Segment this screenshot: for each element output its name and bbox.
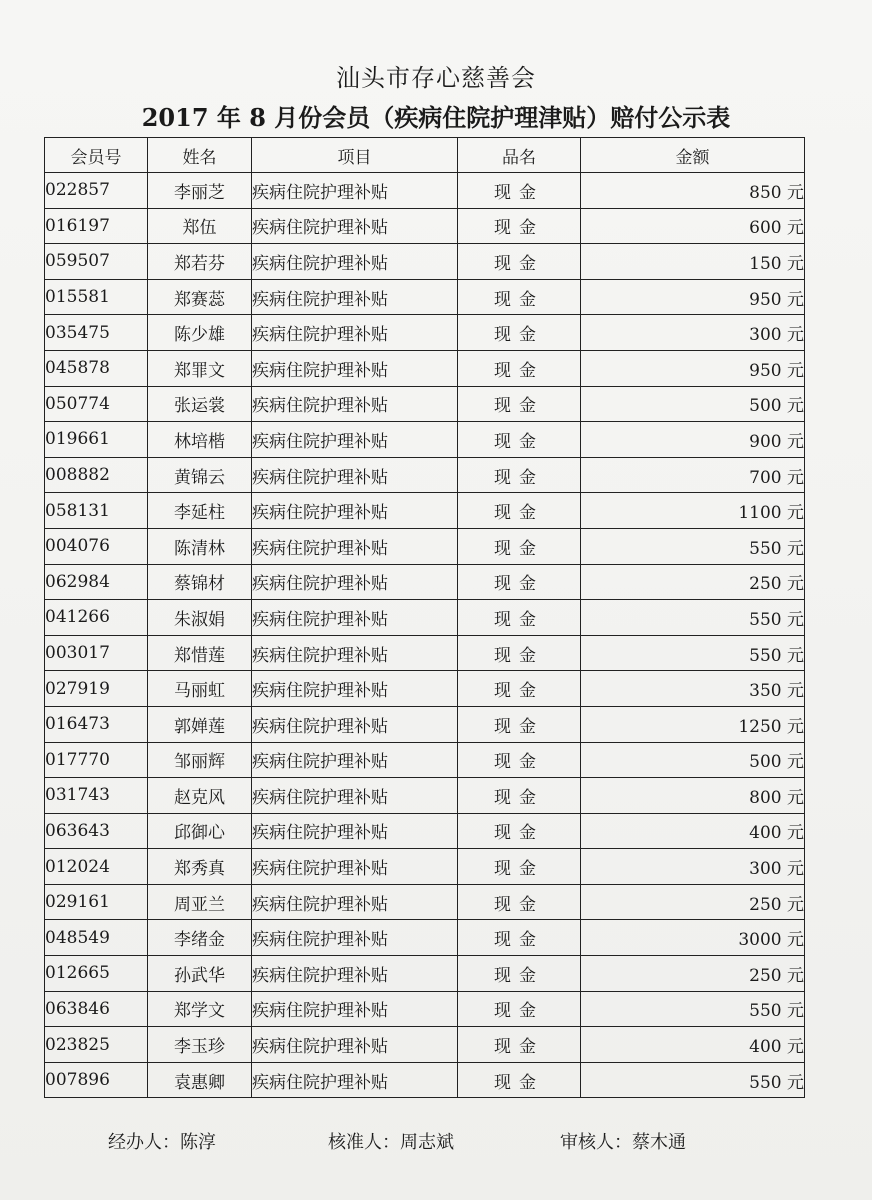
name-cell: 赵克风 bbox=[148, 778, 252, 814]
item-cell: 疾病住院护理补贴 bbox=[252, 1062, 458, 1098]
table-row bbox=[45, 244, 805, 280]
amount-cell: 300 元 bbox=[581, 849, 805, 885]
reviewer-signature: 审核人：蔡木通 bbox=[560, 1132, 686, 1153]
product-cell: 现金 bbox=[458, 422, 581, 458]
amount-cell: 950 元 bbox=[581, 350, 805, 386]
amount-cell: 400 元 bbox=[581, 813, 805, 849]
member-id-cell: 063846 bbox=[45, 991, 148, 1027]
product-cell: 现金 bbox=[458, 208, 581, 244]
item-cell: 疾病住院护理补贴 bbox=[252, 564, 458, 600]
amount-cell: 1250 元 bbox=[581, 706, 805, 742]
table-body bbox=[45, 173, 805, 1098]
name-cell: 郑赛蕊 bbox=[148, 279, 252, 315]
amount-cell: 550 元 bbox=[581, 528, 805, 564]
name-cell: 郑学文 bbox=[148, 991, 252, 1027]
table-row bbox=[45, 813, 805, 849]
table-row bbox=[45, 671, 805, 707]
member-id-cell: 041266 bbox=[45, 600, 148, 636]
product-cell: 现金 bbox=[458, 1027, 581, 1063]
member-id-cell: 016197 bbox=[45, 208, 148, 244]
table-row bbox=[45, 1027, 805, 1063]
table-row bbox=[45, 279, 805, 315]
table-row bbox=[45, 849, 805, 885]
item-cell: 疾病住院护理补贴 bbox=[252, 244, 458, 280]
product-cell: 现金 bbox=[458, 813, 581, 849]
item-cell: 疾病住院护理补贴 bbox=[252, 706, 458, 742]
item-cell: 疾病住院护理补贴 bbox=[252, 457, 458, 493]
member-id-cell: 022857 bbox=[45, 173, 148, 209]
item-cell: 疾病住院护理补贴 bbox=[252, 1027, 458, 1063]
name-cell: 周亚兰 bbox=[148, 884, 252, 920]
amount-cell: 500 元 bbox=[581, 742, 805, 778]
member-id-cell: 029161 bbox=[45, 884, 148, 920]
amount-cell: 950 元 bbox=[581, 279, 805, 315]
product-cell: 现金 bbox=[458, 884, 581, 920]
item-cell: 疾病住院护理补贴 bbox=[252, 600, 458, 636]
approver-signature: 核准人：周志斌 bbox=[328, 1132, 454, 1153]
table-row bbox=[45, 742, 805, 778]
amount-cell: 1100 元 bbox=[581, 493, 805, 529]
payment-table bbox=[44, 137, 805, 1098]
product-cell: 现金 bbox=[458, 706, 581, 742]
product-cell: 现金 bbox=[458, 350, 581, 386]
product-cell: 现金 bbox=[458, 564, 581, 600]
table-row bbox=[45, 457, 805, 493]
item-cell: 疾病住院护理补贴 bbox=[252, 742, 458, 778]
item-cell: 疾病住院护理补贴 bbox=[252, 849, 458, 885]
table-row bbox=[45, 920, 805, 956]
product-cell: 现金 bbox=[458, 920, 581, 956]
member-id-cell: 062984 bbox=[45, 564, 148, 600]
table-row bbox=[45, 315, 805, 351]
table-row bbox=[45, 422, 805, 458]
member-id-cell: 004076 bbox=[45, 528, 148, 564]
name-cell: 陈少雄 bbox=[148, 315, 252, 351]
item-cell: 疾病住院护理补贴 bbox=[252, 778, 458, 814]
item-cell: 疾病住院护理补贴 bbox=[252, 350, 458, 386]
item-cell: 疾病住院护理补贴 bbox=[252, 920, 458, 956]
amount-cell: 550 元 bbox=[581, 991, 805, 1027]
item-cell: 疾病住院护理补贴 bbox=[252, 386, 458, 422]
product-cell: 现金 bbox=[458, 457, 581, 493]
handler-signature: 经办人：陈淳 bbox=[108, 1132, 216, 1153]
member-id-cell: 007896 bbox=[45, 1062, 148, 1098]
column-header-name: 姓名 bbox=[148, 138, 252, 173]
item-cell: 疾病住院护理补贴 bbox=[252, 956, 458, 992]
item-cell: 疾病住院护理补贴 bbox=[252, 528, 458, 564]
name-cell: 黄锦云 bbox=[148, 457, 252, 493]
name-cell: 李玉珍 bbox=[148, 1027, 252, 1063]
name-cell: 林培楷 bbox=[148, 422, 252, 458]
table-row bbox=[45, 600, 805, 636]
product-cell: 现金 bbox=[458, 991, 581, 1027]
column-header-amount: 金额 bbox=[581, 138, 805, 173]
name-cell: 李延柱 bbox=[148, 493, 252, 529]
amount-cell: 350 元 bbox=[581, 671, 805, 707]
table-row bbox=[45, 208, 805, 244]
product-cell: 现金 bbox=[458, 493, 581, 529]
name-cell: 郑罪文 bbox=[148, 350, 252, 386]
member-id-cell: 016473 bbox=[45, 706, 148, 742]
amount-cell: 250 元 bbox=[581, 564, 805, 600]
item-cell: 疾病住院护理补贴 bbox=[252, 315, 458, 351]
member-id-cell: 012024 bbox=[45, 849, 148, 885]
member-id-cell: 003017 bbox=[45, 635, 148, 671]
name-cell: 郑若芬 bbox=[148, 244, 252, 280]
item-cell: 疾病住院护理补贴 bbox=[252, 991, 458, 1027]
member-id-cell: 058131 bbox=[45, 493, 148, 529]
amount-cell: 600 元 bbox=[581, 208, 805, 244]
member-id-cell: 048549 bbox=[45, 920, 148, 956]
member-id-cell: 031743 bbox=[45, 778, 148, 814]
item-cell: 疾病住院护理补贴 bbox=[252, 279, 458, 315]
product-cell: 现金 bbox=[458, 528, 581, 564]
page-subtitle: 2017 年 8 月份会员（疾病住院护理津贴）赔付公示表 bbox=[141, 103, 731, 132]
amount-cell: 800 元 bbox=[581, 778, 805, 814]
amount-cell: 700 元 bbox=[581, 457, 805, 493]
member-id-cell: 027919 bbox=[45, 671, 148, 707]
amount-cell: 850 元 bbox=[581, 173, 805, 209]
amount-cell: 550 元 bbox=[581, 1062, 805, 1098]
amount-cell: 150 元 bbox=[581, 244, 805, 280]
product-cell: 现金 bbox=[458, 1062, 581, 1098]
item-cell: 疾病住院护理补贴 bbox=[252, 635, 458, 671]
amount-cell: 500 元 bbox=[581, 386, 805, 422]
item-cell: 疾病住院护理补贴 bbox=[252, 422, 458, 458]
page-title: 汕头市存心慈善会 bbox=[336, 64, 536, 92]
item-cell: 疾病住院护理补贴 bbox=[252, 671, 458, 707]
item-cell: 疾病住院护理补贴 bbox=[252, 173, 458, 209]
name-cell: 李丽芝 bbox=[148, 173, 252, 209]
product-cell: 现金 bbox=[458, 778, 581, 814]
item-cell: 疾病住院护理补贴 bbox=[252, 208, 458, 244]
table-row bbox=[45, 635, 805, 671]
member-id-cell: 017770 bbox=[45, 742, 148, 778]
amount-cell: 550 元 bbox=[581, 600, 805, 636]
product-cell: 现金 bbox=[458, 635, 581, 671]
table-row bbox=[45, 386, 805, 422]
product-cell: 现金 bbox=[458, 671, 581, 707]
name-cell: 邱御心 bbox=[148, 813, 252, 849]
table-row bbox=[45, 991, 805, 1027]
table-row bbox=[45, 956, 805, 992]
name-cell: 张运裳 bbox=[148, 386, 252, 422]
name-cell: 朱淑娟 bbox=[148, 600, 252, 636]
name-cell: 郭婵莲 bbox=[148, 706, 252, 742]
table-row bbox=[45, 350, 805, 386]
item-cell: 疾病住院护理补贴 bbox=[252, 884, 458, 920]
member-id-cell: 023825 bbox=[45, 1027, 148, 1063]
member-id-cell: 015581 bbox=[45, 279, 148, 315]
table-row bbox=[45, 173, 805, 209]
product-cell: 现金 bbox=[458, 386, 581, 422]
name-cell: 郑秀真 bbox=[148, 849, 252, 885]
item-cell: 疾病住院护理补贴 bbox=[252, 813, 458, 849]
item-cell: 疾病住院护理补贴 bbox=[252, 493, 458, 529]
name-cell: 郑惜莲 bbox=[148, 635, 252, 671]
name-cell: 袁惠卿 bbox=[148, 1062, 252, 1098]
name-cell: 郑伍 bbox=[148, 208, 252, 244]
amount-cell: 250 元 bbox=[581, 956, 805, 992]
table-header bbox=[45, 138, 805, 173]
column-header-item: 项目 bbox=[252, 138, 458, 173]
column-header-member-id: 会员号 bbox=[45, 138, 148, 173]
member-id-cell: 012665 bbox=[45, 956, 148, 992]
table-row bbox=[45, 706, 805, 742]
product-cell: 现金 bbox=[458, 849, 581, 885]
table-row bbox=[45, 564, 805, 600]
amount-cell: 300 元 bbox=[581, 315, 805, 351]
table-row bbox=[45, 1062, 805, 1098]
name-cell: 李绪金 bbox=[148, 920, 252, 956]
table-row bbox=[45, 884, 805, 920]
amount-cell: 900 元 bbox=[581, 422, 805, 458]
product-cell: 现金 bbox=[458, 742, 581, 778]
member-id-cell: 035475 bbox=[45, 315, 148, 351]
name-cell: 蔡锦材 bbox=[148, 564, 252, 600]
name-cell: 陈清林 bbox=[148, 528, 252, 564]
member-id-cell: 050774 bbox=[45, 386, 148, 422]
product-cell: 现金 bbox=[458, 279, 581, 315]
table-row bbox=[45, 778, 805, 814]
column-header-product: 品名 bbox=[458, 138, 581, 173]
name-cell: 马丽虹 bbox=[148, 671, 252, 707]
amount-cell: 400 元 bbox=[581, 1027, 805, 1063]
member-id-cell: 045878 bbox=[45, 350, 148, 386]
product-cell: 现金 bbox=[458, 173, 581, 209]
name-cell: 邹丽辉 bbox=[148, 742, 252, 778]
product-cell: 现金 bbox=[458, 956, 581, 992]
product-cell: 现金 bbox=[458, 600, 581, 636]
member-id-cell: 008882 bbox=[45, 457, 148, 493]
name-cell: 孙武华 bbox=[148, 956, 252, 992]
member-id-cell: 019661 bbox=[45, 422, 148, 458]
amount-cell: 250 元 bbox=[581, 884, 805, 920]
table-row bbox=[45, 493, 805, 529]
table-row bbox=[45, 528, 805, 564]
product-cell: 现金 bbox=[458, 315, 581, 351]
product-cell: 现金 bbox=[458, 244, 581, 280]
amount-cell: 3000 元 bbox=[581, 920, 805, 956]
amount-cell: 550 元 bbox=[581, 635, 805, 671]
member-id-cell: 063643 bbox=[45, 813, 148, 849]
member-id-cell: 059507 bbox=[45, 244, 148, 280]
